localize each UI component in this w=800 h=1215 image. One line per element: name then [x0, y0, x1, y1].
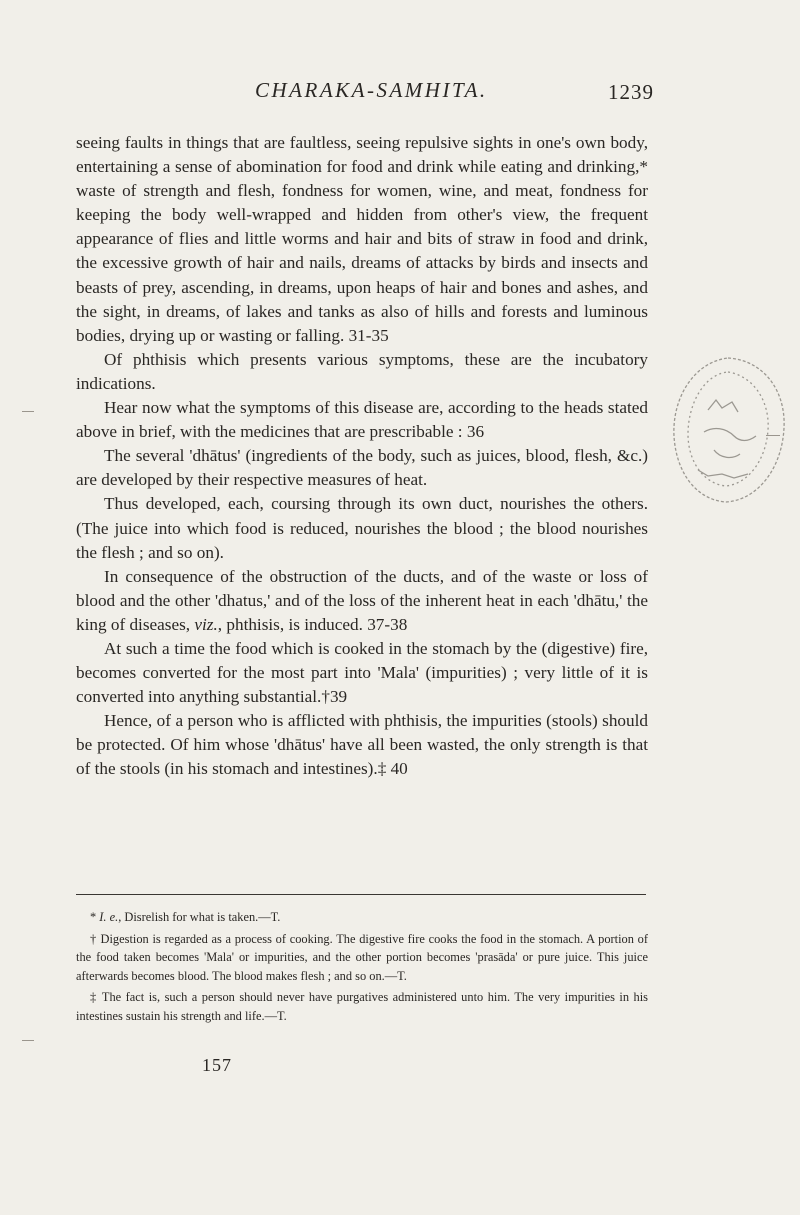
library-stamp-icon: [668, 350, 790, 510]
paragraph-6-text-a: In consequence of the obstruction of the ducts, and of the waste or loss of blood and the other 'dhatus,' and of the loss of the inherent heat in each 'dhātu,' the king of diseases,: [76, 566, 648, 634]
paragraph-2: Of phthisis which presents various symptoms, these are the incubatory indications.: [76, 349, 648, 393]
footnote-1: [76, 908, 648, 927]
paragraph-3: Hear now what the symptoms of this disease are, according to the heads stated above in brief, with the medicines that are prescribable : 36: [76, 398, 648, 442]
paragraph-4: The several 'dhātus' (ingredients of the body, such as juices, blood, flesh, &c.) are developed by their respective measures of heat.: [76, 446, 648, 490]
running-title: CHARAKA-SAMHITA.: [255, 78, 488, 102]
margin-mark-bottom-left: [22, 1040, 34, 1041]
footnotes: [76, 908, 648, 1029]
page-header: [0, 78, 800, 108]
paragraph-8: Hence, of a person who is afflicted with phthisis, the impurities (stools) should be protected. Of him whose 'dhātus' have all been wasted, the only strength is that of the stools (in his stomach and intestines).‡ 40: [76, 711, 648, 779]
paragraph-6: [76, 565, 648, 637]
library-stamp: [668, 350, 790, 510]
body-text: [76, 131, 648, 782]
signature-mark: 157: [202, 1055, 232, 1075]
footnote-1-text: , Disrelish for what is taken.—T.: [118, 910, 281, 924]
paragraph-6-text-b: , phthisis, is induced. 37-38: [217, 614, 408, 634]
footnote-rule: [76, 894, 646, 895]
paragraph-5: Thus developed, each, coursing through its own duct, nourishes the others. (The juice into which food is reduced, nourishes the blood ; the blood nourishes the flesh ; and so on).: [76, 494, 648, 562]
margin-mark-left: [22, 411, 34, 412]
paragraph-7: At such a time the food which is cooked in the stomach by the (digestive) fire, becomes converted for the most part into 'Mala' (impurities) ; very little of it is converted into anything substantial.†39: [76, 638, 648, 707]
paragraph-6-italic: viz.: [194, 614, 218, 634]
footnote-2: † Digestion is regarded as a process of cooking. The digestive fire cooks the food in the stomach. A portion of the food taken becomes 'Mala' or impurities, and the other portion becomes 'prasāda' or pure juice. This juice afterwards becomes blood. The blood makes flesh ; and so on.—T.: [76, 931, 648, 983]
footnote-1-italic: I. e.: [99, 910, 119, 924]
footnote-1-mark: *: [90, 910, 100, 924]
page-number: 1239: [608, 80, 654, 104]
footnote-3: ‡ The fact is, such a person should never have purgatives administered unto him. The very impurities in his intestines sustain his strength and life.—T.: [76, 990, 648, 1023]
margin-mark-right: [766, 435, 780, 436]
paragraph-1: seeing faults in things that are faultless, seeing repulsive sights in one's own body, entertaining a sense of abomination for food and drink while eating and drinking,* waste of strength and flesh, fondness for women, wine, and meat, fondness for keeping the body well-wrapped and hidden from other's view, the frequent appearance of flies and little worms and hair and bits of straw in food and drink, the excessive growth of hair and nails, dreams of attacks by birds and insects and beasts of prey, ascending, in dreams, upon heaps of hair and bones and ashes, and the sight, in dreams, of lakes and tanks as also of hills and forests and luminous bodies, drying up or wasting or falling. 31-35: [76, 133, 648, 345]
